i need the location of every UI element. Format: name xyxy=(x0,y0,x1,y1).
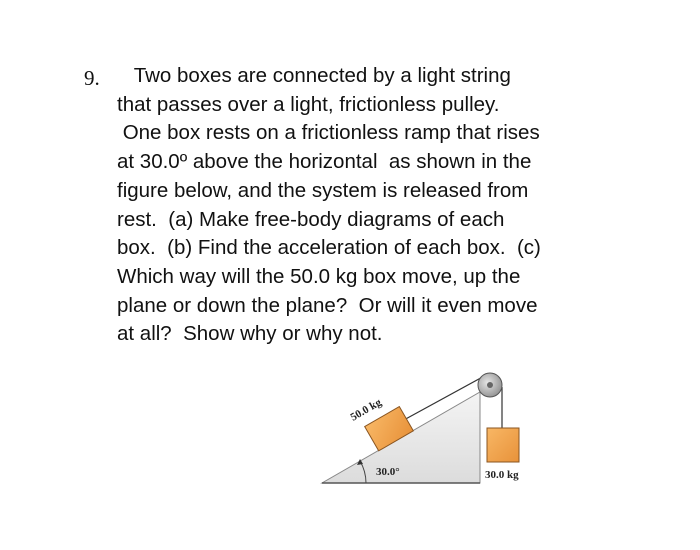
pulley-axle xyxy=(487,382,493,388)
problem-line: figure below, and the system is released from xyxy=(117,178,529,202)
problem-line: Two boxes are connected by a light string xyxy=(117,64,511,87)
problem-line: plane or down the plane? Or will it even move xyxy=(117,293,538,317)
hanging-box xyxy=(487,428,519,462)
problem-number: 9. xyxy=(84,66,100,90)
problem-line: at 30.0º above the horizontal as shown in the xyxy=(117,150,532,174)
angle-label: 30.0° xyxy=(376,466,400,478)
hanging-box-label: 30.0 kg xyxy=(485,469,519,481)
problem-line: box. (b) Find the acceleration of each box. (c) xyxy=(117,236,541,260)
problem-line: that passes over a light, frictionless pulley. xyxy=(117,92,500,116)
problem-line: Which way will the 50.0 kg box move, up the xyxy=(117,264,521,288)
problem-line: rest. (a) Make free-body diagrams of each xyxy=(117,207,505,231)
problem-text xyxy=(117,62,637,349)
problem-line: at all? Show why or why not. xyxy=(117,322,383,346)
ramp-box-label: 50.0 kg xyxy=(348,396,384,424)
ramp-pulley-figure xyxy=(320,365,555,490)
problem-line: One box rests on a frictionless ramp that rises xyxy=(117,121,540,145)
